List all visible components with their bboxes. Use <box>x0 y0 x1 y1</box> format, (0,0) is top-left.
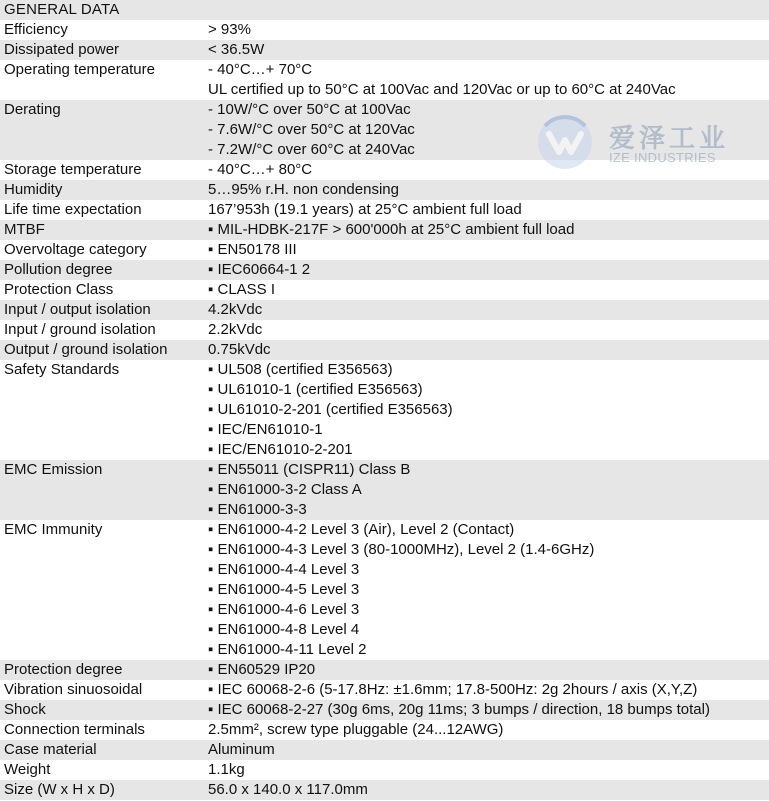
spec-value-line: Aluminum <box>208 741 275 758</box>
spec-value-line: ▪ EN61000-4-2 Level 3 (Air), Level 2 (Contact) <box>208 521 515 538</box>
spec-values <box>204 660 769 680</box>
spec-value-line: 167’953h (19.1 years) at 25°C ambient full load <box>208 201 522 218</box>
spec-value-line: ▪ CLASS I <box>208 281 276 298</box>
spec-label: EMC Emission <box>4 461 103 478</box>
spec-row <box>0 180 769 200</box>
spec-row <box>0 680 769 700</box>
spec-row <box>0 260 769 280</box>
spec-value-line: - 7.2W/°C over 60°C at 240Vac <box>208 141 415 158</box>
spec-row <box>0 360 769 460</box>
spec-values <box>204 520 769 660</box>
spec-label: Input / output isolation <box>4 301 151 318</box>
spec-label: Storage temperature <box>4 161 142 178</box>
spec-row <box>0 40 769 60</box>
spec-values <box>204 40 769 60</box>
spec-label: Operating temperature <box>4 61 155 78</box>
spec-values <box>204 340 769 360</box>
spec-value-line: ▪ EN61000-4-4 Level 3 <box>208 561 360 578</box>
spec-value-line: ▪ UL508 (certified E356563) <box>208 361 393 378</box>
spec-values <box>204 20 769 40</box>
spec-value-line: ▪ IEC60664-1 2 <box>208 261 311 278</box>
spec-row <box>0 100 769 160</box>
spec-label: Pollution degree <box>4 261 113 278</box>
spec-label: Derating <box>4 101 61 118</box>
spec-value-line: ▪ EN61000-4-3 Level 3 (80-1000MHz), Level 2 (1.4-6GHz) <box>208 541 595 558</box>
spec-value-line: ▪ EN61000-4-8 Level 4 <box>208 621 360 638</box>
spec-label: Protection degree <box>4 661 123 678</box>
spec-value-line: ▪ IEC 60068-2-6 (5-17.8Hz: ±1.6mm; 17.8-500Hz: 2g 2hours / axis (X,Y,Z) <box>208 681 698 698</box>
spec-row <box>0 760 769 780</box>
spec-value-line: - 40°C…+ 80°C <box>208 161 313 178</box>
spec-label: Life time expectation <box>4 201 142 218</box>
spec-value-line: ▪ EN50178 III <box>208 241 297 258</box>
spec-value-line: ▪ IEC 60068-2-27 (30g 6ms, 20g 11ms; 3 bumps / direction, 18 bumps total) <box>208 701 710 718</box>
spec-values <box>204 320 769 340</box>
spec-values <box>204 780 769 800</box>
spec-values <box>204 700 769 720</box>
section-title: GENERAL DATA <box>0 0 769 20</box>
spec-value-line: 1.1kg <box>208 761 245 778</box>
spec-value-line: - 40°C…+ 70°C <box>208 61 313 78</box>
spec-value-line: 2.5mm², screw type pluggable (24...12AWG) <box>208 721 504 738</box>
spec-values <box>204 460 769 520</box>
spec-value-line: ▪ IEC/EN61010-1 <box>208 421 323 438</box>
spec-row <box>0 200 769 220</box>
spec-row <box>0 720 769 740</box>
spec-value-line: ▪ EN60529 IP20 <box>208 661 316 678</box>
spec-values <box>204 200 769 220</box>
spec-label: Output / ground isolation <box>4 341 168 358</box>
spec-label: MTBF <box>4 221 45 238</box>
spec-value-line: 2.2kVdc <box>208 321 263 338</box>
spec-label: Size (W x H x D) <box>4 781 115 798</box>
spec-row <box>0 780 769 800</box>
spec-values <box>204 240 769 260</box>
spec-value-line: ▪ EN61000-3-2 Class A <box>208 481 362 498</box>
spec-label: Vibration sinuosoidal <box>4 681 143 698</box>
spec-label: Efficiency <box>4 21 68 38</box>
watermark-en: IZE INDUSTRIES <box>609 150 716 165</box>
spec-value-line: - 7.6W/°C over 50°C at 120Vac <box>208 121 415 138</box>
spec-values <box>204 180 769 200</box>
spec-value-line: 56.0 x 140.0 x 117.0mm <box>208 781 368 798</box>
spec-value-line: UL certified up to 50°C at 100Vac and 120Vac or up to 60°C at 240Vac <box>208 81 676 98</box>
spec-label: Connection terminals <box>4 721 145 738</box>
spec-value-line: ▪ IEC/EN61010-2-201 <box>208 441 353 458</box>
spec-row <box>0 520 769 660</box>
spec-label: EMC Immunity <box>4 521 103 538</box>
spec-value-line: ▪ UL61010-1 (certified E356563) <box>208 381 423 398</box>
spec-value-line: ▪ EN55011 (CISPR11) Class B <box>208 461 411 478</box>
spec-label: Overvoltage category <box>4 241 147 258</box>
spec-value-line: 0.75kVdc <box>208 341 271 358</box>
spec-value-line: ▪ EN61000-4-5 Level 3 <box>208 581 360 598</box>
spec-label: Protection Class <box>4 281 114 298</box>
spec-value-line: ▪ EN61000-4-6 Level 3 <box>208 601 360 618</box>
spec-row <box>0 300 769 320</box>
spec-row <box>0 60 769 100</box>
spec-label: Weight <box>4 761 51 778</box>
spec-row <box>0 460 769 520</box>
spec-label: Shock <box>4 701 46 718</box>
spec-value-line: < 36.5W <box>208 41 265 58</box>
spec-values <box>204 60 769 100</box>
spec-row <box>0 220 769 240</box>
spec-row <box>0 660 769 680</box>
spec-row <box>0 240 769 260</box>
spec-values <box>204 360 769 460</box>
spec-values <box>204 280 769 300</box>
spec-row <box>0 160 769 180</box>
spec-value-line: ▪ EN61000-3-3 <box>208 501 307 518</box>
spec-label: Dissipated power <box>4 41 120 58</box>
watermark-cn: 爱泽工业 <box>609 124 730 154</box>
spec-values <box>204 100 769 160</box>
spec-value-line: 4.2kVdc <box>208 301 263 318</box>
spec-value-line: ▪ UL61010-2-201 (certified E356563) <box>208 401 453 418</box>
spec-value-line: - 10W/°C over 50°C at 100Vac <box>208 101 411 118</box>
spec-value-line: ▪ MIL-HDBK-217F > 600'000h at 25°C ambient full load <box>208 221 575 238</box>
spec-value-line: > 93% <box>208 21 251 38</box>
spec-rows <box>0 20 769 800</box>
spec-label: Safety Standards <box>4 361 120 378</box>
spec-values <box>204 160 769 180</box>
spec-label: Input / ground isolation <box>4 321 156 338</box>
spec-label: Case material <box>4 741 97 758</box>
spec-row <box>0 20 769 40</box>
spec-label: Humidity <box>4 181 63 198</box>
spec-value-line: 5…95% r.H. non condensing <box>208 181 399 198</box>
spec-row <box>0 280 769 300</box>
spec-values <box>204 220 769 240</box>
spec-values <box>204 720 769 740</box>
spec-row <box>0 340 769 360</box>
spec-row <box>0 700 769 720</box>
spec-row <box>0 320 769 340</box>
spec-values <box>204 300 769 320</box>
spec-values <box>204 680 769 700</box>
spec-values <box>204 740 769 760</box>
spec-values <box>204 260 769 280</box>
spec-value-line: ▪ EN61000-4-11 Level 2 <box>208 641 367 658</box>
spec-row <box>0 740 769 760</box>
spec-values <box>204 760 769 780</box>
